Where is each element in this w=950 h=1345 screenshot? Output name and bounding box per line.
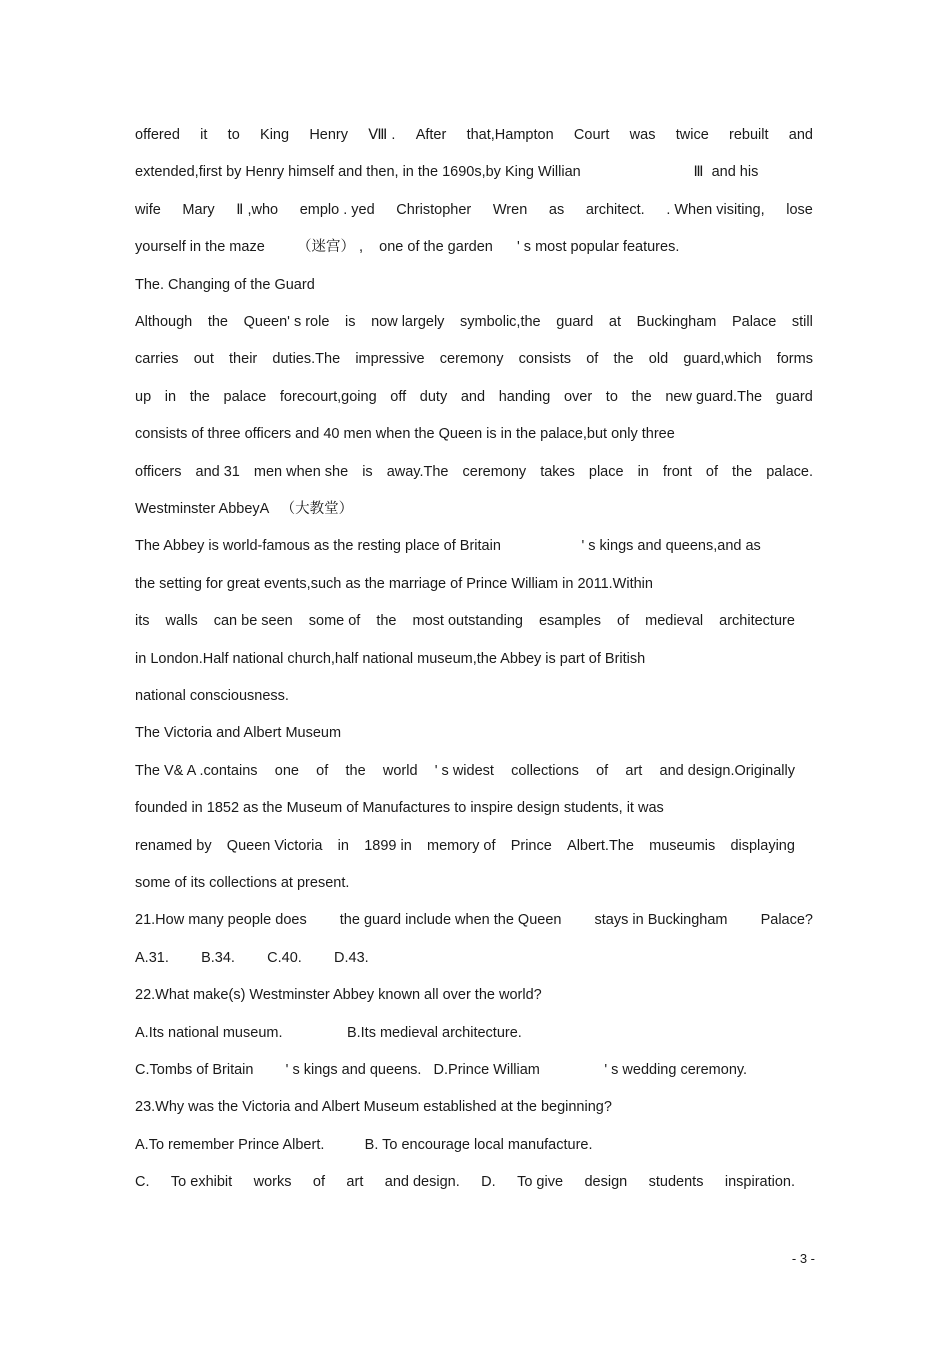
word: palace (223, 388, 267, 405)
word: consists (518, 351, 572, 368)
text-line: The Abbey is world-famous as the resting place of Britain ' s kings and queens,and as (135, 538, 761, 555)
text-line (135, 463, 813, 481)
word: architect. (585, 201, 645, 218)
word: lose (786, 201, 813, 218)
word: of (617, 613, 630, 630)
word: rebuilt (729, 127, 769, 143)
word: their (229, 351, 258, 368)
word: off (390, 388, 407, 405)
text-line: 23.Why was the Victoria and Albert Museum established at the beginning? (135, 1099, 612, 1116)
text-line: The. Changing of the Guard (135, 276, 315, 293)
word: that,Hampton (466, 127, 554, 143)
word: its (135, 613, 150, 630)
text-line (135, 313, 813, 331)
word: 21.How many people does (135, 912, 307, 929)
text-line: in London.Half national church,half national museum,the Abbey is part of British (135, 650, 646, 667)
word: memory of (426, 837, 496, 854)
word: Wren (492, 201, 528, 218)
word: and (460, 388, 486, 405)
text-line: A.31. B.34. C.40. D.43. (135, 949, 369, 966)
word: of (586, 351, 599, 368)
word: Ⅷ . (368, 127, 396, 143)
word: world (382, 762, 418, 779)
text-line: C.Tombs of Britain ' s kings and queens. D.Prince William ' s wedding ceremony. (135, 1062, 748, 1078)
word: Christopher (396, 201, 472, 218)
word: collections (511, 762, 579, 779)
word: duty (419, 388, 448, 405)
word: esamples (538, 613, 602, 630)
word: forecourt,going (279, 388, 377, 405)
text-line: 22.What make(s) Westminster Abbey known all over the world? (135, 987, 542, 1004)
word: works (253, 1174, 292, 1191)
word: impressive (355, 351, 425, 368)
word: men when she (253, 463, 349, 480)
word: and (788, 127, 813, 143)
word: takes (540, 463, 575, 480)
text-line: The Victoria and Albert Museum (135, 725, 342, 742)
word: in (637, 463, 649, 480)
word: is (362, 463, 373, 480)
word: handing (498, 388, 551, 405)
word: in (337, 837, 349, 854)
word: some of (308, 613, 361, 630)
word: emplo . yed (299, 201, 375, 218)
word: To give (517, 1174, 564, 1191)
word: Albert.The (567, 837, 634, 854)
word: the (376, 613, 397, 630)
word: the (732, 463, 753, 480)
word: and 31 (195, 463, 240, 480)
word: up (135, 388, 152, 405)
word: design (584, 1174, 628, 1191)
word: renamed by (135, 837, 212, 854)
word: symbolic,the (460, 314, 541, 330)
word: to (605, 388, 618, 405)
word: Henry (309, 127, 349, 143)
word: was (629, 127, 656, 143)
text-line: A.To remember Prince Albert. B. To encourage local manufacture. (135, 1136, 593, 1153)
text-line: yourself in the maze （迷宫） , one of the garden ' s most popular features. (135, 239, 680, 256)
word: duties.The (272, 351, 341, 368)
text-line (135, 388, 813, 406)
word: ceremony (462, 463, 527, 480)
word: of (316, 762, 329, 779)
word: Although (135, 314, 193, 330)
word: can be seen (213, 613, 293, 630)
word: architecture (719, 613, 795, 630)
word: of (312, 1174, 325, 1191)
word: palace. (766, 463, 813, 480)
word: at (608, 314, 621, 330)
word: guard (775, 388, 813, 405)
word: guard (556, 314, 594, 330)
text-line: national consciousness. (135, 688, 289, 704)
word: Court (573, 127, 610, 143)
text-line: extended,first by Henry himself and then, in the 1690s,by King Willian Ⅲ and his (135, 164, 759, 181)
word: 1899 in (364, 837, 412, 854)
word: D. (481, 1174, 496, 1191)
word: the (189, 388, 210, 405)
word: front (662, 463, 692, 480)
text-line (135, 762, 795, 780)
word: and design. (384, 1174, 460, 1191)
word: displaying (730, 837, 795, 854)
word: art (625, 762, 643, 779)
word: the (207, 314, 229, 330)
text-line: Westminster AbbeyA （大教堂） (135, 501, 354, 517)
word: of (705, 463, 719, 480)
word: ceremony (439, 351, 504, 368)
word: museumis (649, 837, 716, 854)
word: inspiration. (724, 1174, 795, 1191)
text-line: consists of three officers and 40 men when the Queen is in the palace,but only three (135, 426, 675, 443)
word: forms (776, 351, 813, 368)
word: the (345, 762, 366, 779)
word: Mary (182, 201, 215, 218)
word: offered (135, 127, 180, 143)
word: old (648, 351, 669, 368)
word: Queen' s role (243, 314, 330, 330)
text-line (135, 612, 795, 630)
word: carries (135, 351, 179, 368)
word: away.The (386, 463, 449, 480)
word: medieval (645, 613, 704, 630)
word: After (415, 127, 447, 143)
word: The V& A .contains (135, 762, 258, 779)
word: out (193, 351, 214, 368)
word: Buckingham (636, 314, 717, 330)
word: the guard include when the Queen (339, 912, 562, 929)
word: still (791, 314, 813, 330)
word: wife (135, 201, 161, 218)
text-line: A.Its national museum. B.Its medieval architecture. (135, 1024, 522, 1041)
word: C. (135, 1174, 150, 1191)
word: as (548, 201, 565, 218)
text-line (135, 350, 813, 368)
word: Ⅱ ,who (236, 201, 279, 218)
word: most outstanding (412, 613, 523, 630)
word: and design.Originally (659, 762, 795, 779)
word: ' s widest (434, 762, 494, 779)
text-line (135, 1173, 795, 1191)
word: Prince (510, 837, 552, 854)
word: of (596, 762, 609, 779)
word: students (648, 1174, 704, 1191)
word: now largely (371, 314, 445, 330)
page-number: - 3 - (791, 1251, 815, 1266)
text-line (135, 911, 813, 929)
text-line (135, 837, 795, 855)
word: art (346, 1174, 364, 1191)
word: officers (135, 463, 182, 480)
text-line: the setting for great events,such as the marriage of Prince William in 2011.Within (135, 575, 653, 592)
word: new guard.The (665, 388, 763, 405)
word: guard,which (683, 351, 762, 368)
text-line: founded in 1852 as the Museum of Manufactures to inspire design students, it was (135, 800, 664, 817)
word: to (227, 127, 240, 143)
word: over (563, 388, 593, 405)
text-line: some of its collections at present. (135, 875, 350, 891)
word: Palace (731, 314, 777, 330)
word: one (274, 762, 299, 779)
word: Palace? (760, 912, 813, 929)
text-line (135, 201, 813, 219)
word: the (631, 388, 652, 405)
word: To exhibit (170, 1174, 233, 1191)
word: it (200, 127, 208, 143)
text-line (135, 126, 813, 144)
word: Queen Victoria (226, 837, 323, 854)
word: is (345, 314, 356, 330)
word: place (588, 463, 624, 480)
word: King (260, 127, 290, 143)
word: the (613, 351, 634, 368)
word: twice (675, 127, 709, 143)
word: stays in Buckingham (594, 912, 728, 929)
word: . When visiting, (666, 201, 765, 218)
word: walls (165, 613, 198, 630)
word: in (164, 388, 177, 405)
